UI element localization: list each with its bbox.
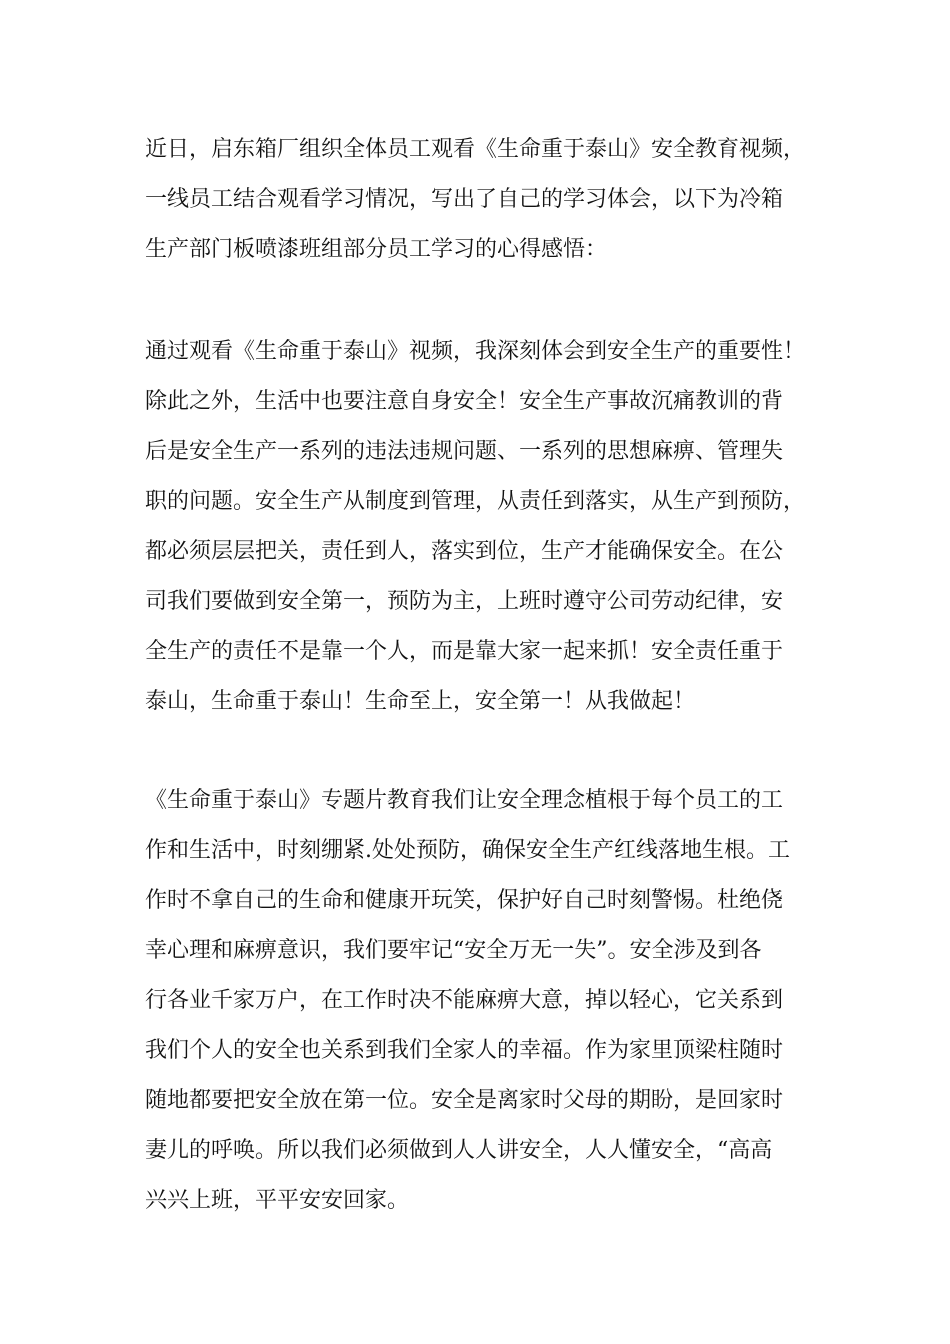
text-line: 生产部门板喷漆班组部分员工学习的心得感悟：: [145, 237, 608, 262]
text-line: 《生命重于泰山》专题片教育我们让安全理念植根于每个员工的工: [145, 788, 784, 813]
text-line: 近日，启东箱厂组织全体员工观看《生命重于泰山》安全教育视频，: [145, 137, 806, 162]
text-line: 幸心理和麻痹意识，我们要牢记“安全万无一失”。安全涉及到各: [145, 938, 762, 963]
text-line: 司我们要做到安全第一，预防为主，上班时遵守公司劳动纪律，安: [145, 589, 784, 614]
paragraph-intro: [145, 125, 835, 275]
text-line: 职的问题。安全生产从制度到管理，从责任到落实，从生产到预防，: [145, 489, 806, 514]
text-line: 都必须层层把关，责任到人，落实到位，生产才能确保安全。在公: [145, 539, 784, 564]
text-line: 行各业千家万户，在工作时决不能麻痹大意，掉以轻心，它关系到: [145, 988, 784, 1013]
text-line: 随地都要把安全放在第一位。安全是离家时父母的期盼，是回家时: [145, 1088, 784, 1113]
text-line: 后是安全生产一系列的违法违规问题、一系列的思想麻痹、管理失: [145, 439, 784, 464]
text-line: 我们个人的安全也关系到我们全家人的幸福。作为家里顶梁柱随时: [145, 1038, 784, 1063]
text-line: 作时不拿自己的生命和健康开玩笑，保护好自己时刻警惕。杜绝侥: [145, 888, 784, 913]
text-line: 一线员工结合观看学习情况，写出了自己的学习体会，以下为冷箱: [145, 187, 784, 212]
text-line: 全生产的责任不是靠一个人，而是靠大家一起来抓！安全责任重于: [145, 639, 784, 664]
text-line: 泰山，生命重于泰山！生命至上，安全第一！从我做起！: [145, 689, 696, 714]
text-line: 兴兴上班，平平安安回家。: [145, 1188, 410, 1213]
text-line: 作和生活中，时刻绷紧.处处预防，确保安全生产红线落地生根。工: [145, 838, 790, 863]
text-line: 通过观看《生命重于泰山》视频，我深刻体会到安全生产的重要性！: [145, 339, 806, 364]
paragraph-reflection-2: [145, 776, 835, 1226]
text-line: 除此之外，生活中也要注意自身安全！安全生产事故沉痛教训的背: [145, 389, 784, 414]
paragraph-reflection-1: [145, 327, 835, 727]
text-line: 妻儿的呼唤。所以我们必须做到人人讲安全，人人懂安全，“高高: [145, 1138, 773, 1163]
